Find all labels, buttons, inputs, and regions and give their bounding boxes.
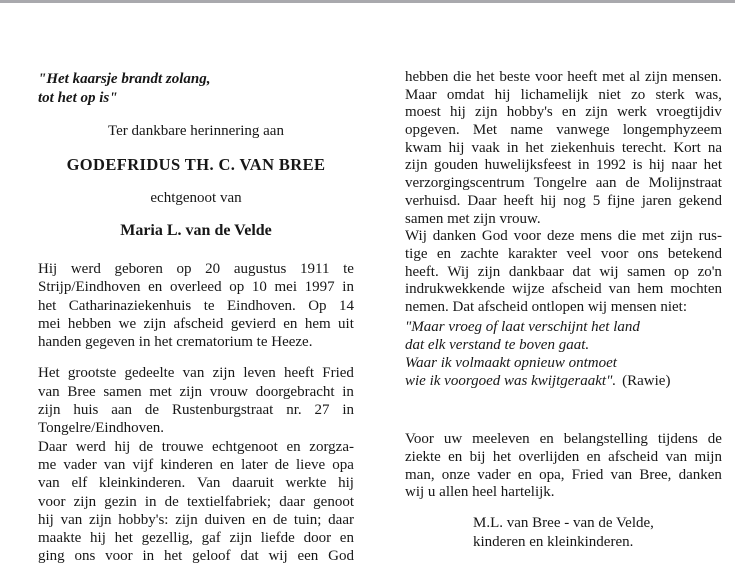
text-line: zijn gouden huwelijksfeest in 1992 is hij naar het: [405, 157, 722, 174]
epigraph: [38, 70, 354, 108]
poem-line-text: wie ik voorgoed was kwijtgeraakt".: [405, 373, 617, 390]
text-line: ziekte en bij het overlijden en afscheid van mijn: [405, 449, 722, 466]
paragraph-life: [38, 364, 354, 565]
memorial-poem: [405, 318, 722, 391]
paragraph-gratitude: [405, 431, 722, 502]
spouse-name: Maria L. van de Velde: [120, 222, 272, 239]
text-line: Het grootste gedeelte van zijn leven heeft Fried: [38, 365, 354, 382]
text-line: wij u allen heel hartelijk.: [405, 484, 555, 501]
text-line: moest hij zijn hobby's en zijn werk vroegtijdiv: [405, 104, 722, 121]
dedication-line: Ter dankbare herinnering aan: [108, 123, 284, 139]
text-line: van Bree samen met zijn vrouw doorgebracht in: [38, 383, 354, 400]
poem-line: Waar ik volmaakt opnieuw ontmoet: [405, 355, 617, 371]
text-line: Hij werd geboren op 20 augustus 1911 te: [38, 261, 354, 277]
paragraph-thanks: [405, 228, 722, 316]
paragraph-birth: [38, 260, 354, 351]
poem-attribution: (Rawie): [622, 373, 671, 390]
text-line: verzorgingscentrum Tongelre aan de Molijnstraat: [405, 175, 722, 192]
deceased-name: GODEFRIDUS TH. C. VAN BREE: [66, 155, 326, 174]
signature-block: [405, 514, 722, 552]
right-column: [405, 69, 722, 552]
text-line: het Catharinaziekenhuis te Eindhoven. Op 14: [38, 297, 354, 314]
text-line: opgeven. Met name vanwege longemphyzeem: [405, 122, 722, 139]
signature-line: M.L. van Bree - van de Velde,: [473, 515, 654, 532]
epigraph-line: tot het op is": [38, 90, 118, 106]
text-line: Wij danken God voor deze mens die met zijn rus-: [405, 228, 722, 245]
poem-line: dat elk verstand te boven gaat.: [405, 336, 590, 353]
text-line: indrukwekkende wijze afscheid van hem mochten: [405, 281, 722, 298]
text-line: tige en zachte karakter veel voor ons betekend: [405, 245, 722, 262]
text-line: ging ons voor in het geloof dat wij een God: [38, 548, 354, 565]
poem-line: [405, 372, 722, 390]
text-line: Maar omdat hij lichamelijk niet zo sterk was,: [405, 86, 722, 103]
text-line: van elf kleinkinderen. Van daaruit werkte hij: [38, 475, 354, 492]
text-line: Tongelre/Eindhoven.: [38, 420, 164, 437]
text-line: verhuisd. Daar heeft hij nog 5 fijne jaren gekend: [405, 192, 722, 209]
text-line: me vader van vijf kinderen en later de lieve opa: [38, 456, 354, 473]
text-line: nemen. Dat afscheid ontlopen wij mensen niet:: [405, 298, 688, 315]
relation-line: echtgenoot van: [150, 190, 242, 206]
text-line: kwam hij vaak in het ziekenhuis terecht. Kort na: [405, 139, 722, 156]
text-line: Voor uw meeleven en belangstelling tijdens de: [405, 431, 722, 448]
text-line: maakte hij het gezellig, gaf zijn liefde door en: [38, 530, 354, 547]
text-line: hij van zijn hobby's: zijn duiven en de tuin; daar: [38, 511, 354, 528]
text-line: samen met zijn vrouw.: [405, 210, 541, 227]
text-line: Daar werd hij de trouwe echtgenoot en zorgza-: [38, 438, 354, 455]
left-column: [38, 70, 354, 566]
text-line: handen gegeven in het crematorium te Heeze.: [38, 334, 313, 351]
paragraph-continuation: [405, 69, 722, 228]
text-line: heeft. Wij zijn dankbaar dat wij samen op zo'n: [405, 263, 722, 280]
poem-line: "Maar vroeg of laat verschijnt het land: [405, 318, 640, 335]
text-line: man, onze vader en opa, Fried van Bree, danken: [405, 466, 722, 483]
text-line: Strijp/Eindhoven en overleed op 10 mei 1997 in: [38, 279, 354, 296]
text-line: hebben die het beste voor heeft met al zijn mensen.: [405, 69, 722, 85]
text-line: mei hebben we zijn afscheid gevierd en hem uit: [38, 315, 354, 332]
epigraph-line: "Het kaarsje brandt zolang,: [38, 71, 211, 87]
signature-line: kinderen en kleinkinderen.: [473, 534, 634, 551]
text-line: voor zijn gezin in de textielfabriek; daar genoot: [38, 493, 354, 510]
scan-edge-bar: [0, 0, 735, 3]
text-line: zijn huis aan de Rustenburgstraat nr. 27 in: [38, 402, 354, 419]
